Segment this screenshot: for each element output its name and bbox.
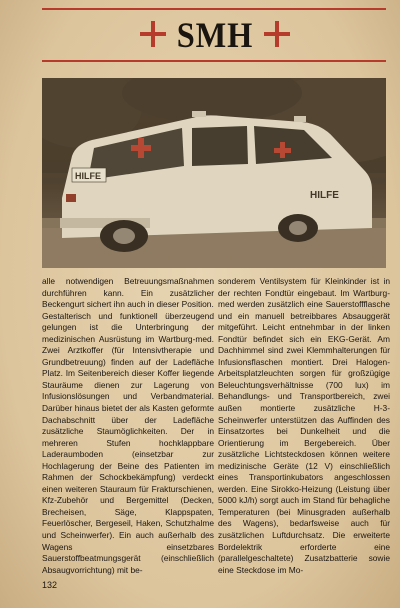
paragraph: alle notwendigen Betreuungsmaßnahmen durchführen kann. Ein zusätzlicher Beckengurt sichert ihn auch in dieser Position.	[42, 276, 214, 310]
article-left-column	[42, 276, 214, 576]
header-bottom-rule	[42, 60, 386, 62]
section-title: SMH	[176, 15, 254, 55]
svg-text:HILFE: HILFE	[75, 171, 101, 181]
red-cross-icon	[140, 21, 166, 47]
paragraph: sonderem Ventilsystem für Kleinkinder ist in der rechten Fondtür eingebaut. Im Wartburg-med werden zusätzlich eine Sauerstoffflasche und ein manuell betreibbares Absauggerät mitgeführt. Leicht entnehmbar in der linken Fondtür befindet sich ein EKG-Gerät. Am Dachhimmel sind zwei Klemmhalterungen für Infusionsflaschen montiert. Drei Halogen-Arbeitsplatzleuchten sorgen für großzügige Beleuchtungsverhältnisse (700 lux) im Behandlungs- und Transportbereich, zwei außen montierte zusätzliche H-3-Scheinwerfer unterstützen das Auffinden des Einsatzortes bei Dunkelheit und die Orientierung im Bergebereich. Über zusätzliche Lichtsteckdosen können weitere medizinische Geräte (12 V) einschließlich eines Transportinkubators angeschlossen werden. Eine Sirokko-Heizung (Leistung über 5000 kJ/h) sorgt auch im Stand für behagliche Temperaturen (bei Minusgraden außerhalb des Wagens), bedarfsweise auch für zusätzlichen Luftdurchsatz. Die erweiterte Bordelektrik erforderte eine (parallelgeschaltete) Zusatzbatterie sowie eine Steckdose im Mo-	[218, 276, 390, 575]
page-number: 132	[42, 580, 58, 590]
ambulance-photo	[42, 78, 386, 268]
paragraph: Gestalterisch und funktionell überzeugend gelungen ist die Unterbringung der medizinischen Ausrüstung im Wartburg-med. Zwei Arztkoffer (für Intensivtherapie und Grundbetreuung) finden auf der Ladefläche Platz. Im Seitenbereich dieser Koffer liegende Stauräume dienen zur Lagerung von Infusionslösungen und Verbandmaterial. Darüber hinaus bietet der als Kasten geformte Dachabschnitt über der Ladefläche zusätzliche Staumöglichkeiten. Der in mehreren Stufen hochklappbare Laderaumboden (einsetzbar zur Hochlagerung der Beine des Patienten im Rahmen der Schockbekämpfung) verdeckt einen weiteren Stauraum für Frakturschienen, Kfz-Zubehör und Bergemittel (Decken, Brecheisen, Säge, Klappspaten, Feuerlöscher, Bergeseil, Haken, Schutzhalme und Scheinwerfer). Ein auch außerhalb des Wagens einsetzbares Sauerstoffbeatmungsgerät (einschließlich Absaugvorrichtung) mit be-	[42, 310, 214, 575]
header-top-rule	[42, 8, 386, 10]
article-right-column	[218, 276, 390, 576]
red-cross-icon	[264, 21, 290, 47]
svg-text:HILFE: HILFE	[310, 190, 339, 201]
